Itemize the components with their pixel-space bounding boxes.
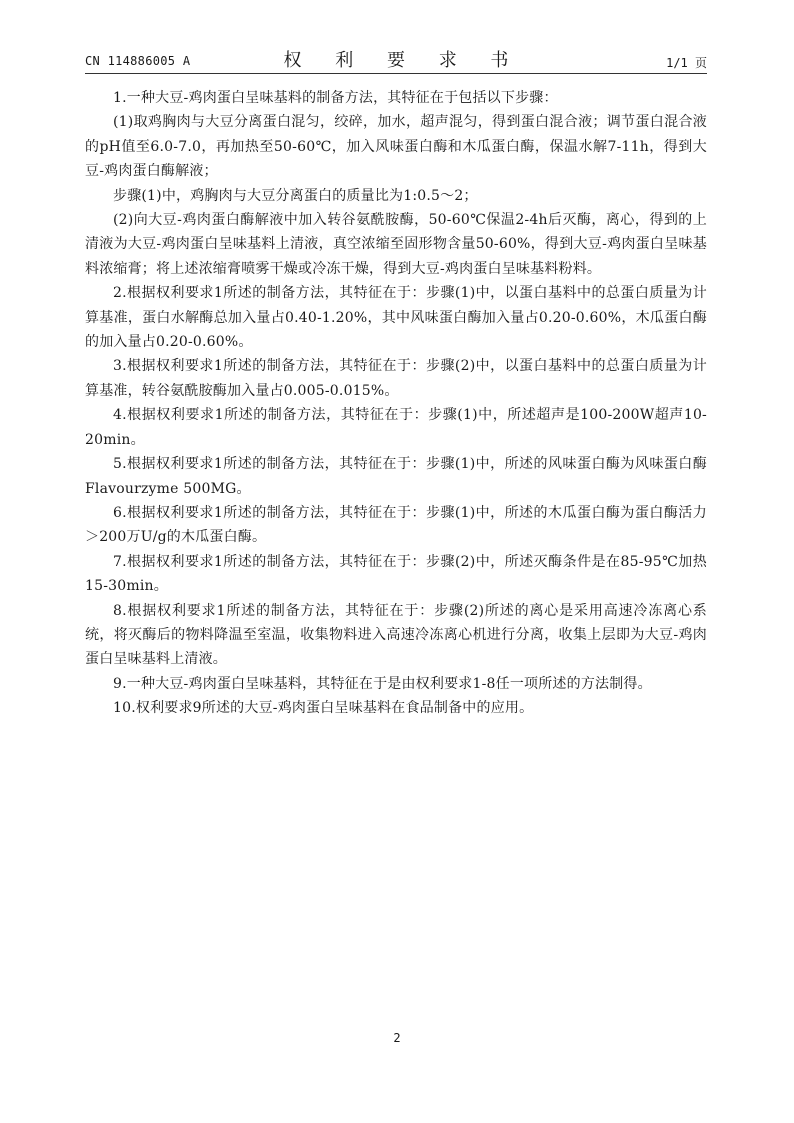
claims-body <box>85 86 707 721</box>
claim-paragraph: 4.根据权利要求1所述的制备方法，其特征在于：步骤(1)中，所述超声是100-200W超声10-20min。 <box>85 407 707 448</box>
claim-paragraph: 5.根据权利要求1所述的制备方法，其特征在于：步骤(1)中，所述的风味蛋白酶为风味蛋白酶Flavourzyme 500MG。 <box>85 456 707 497</box>
header-divider <box>85 73 707 74</box>
document-title: 权 利 要 求 书 <box>283 50 523 71</box>
claim-paragraph: 6.根据权利要求1所述的制备方法，其特征在于：步骤(1)中，所述的木瓜蛋白酶为蛋白酶活力＞200万U/g的木瓜蛋白酶。 <box>85 504 707 546</box>
document-header <box>85 44 707 74</box>
claim-paragraph: 步骤(1)中，鸡胸肉与大豆分离蛋白的质量比为1:0.5～2； <box>113 187 478 204</box>
claim-paragraph: 8.根据权利要求1所述的制备方法，其特征在于：步骤(2)所述的离心是采用高速冷冻离心系统，将灭酶后的物料降温至室温，收集物料进入高速冷冻离心机进行分离，收集上层即为大豆-鸡肉蛋白呈味基料上清液。 <box>85 602 707 668</box>
claim-paragraph: 3.根据权利要求1所述的制备方法，其特征在于：步骤(2)中，以蛋白基料中的总蛋白质量为计算基准，转谷氨酰胺酶加入量占0.005-0.015%。 <box>85 358 707 399</box>
claim-paragraph: (1)取鸡胸肉与大豆分离蛋白混匀，绞碎，加水，超声混匀，得到蛋白混合液；调节蛋白混合液的pH值至6.0-7.0，再加热至50-60℃，加入风味蛋白酶和木瓜蛋白酶，保温水解7-11h，得到大豆-鸡肉蛋白酶解液； <box>85 114 707 180</box>
claim-paragraph: 1.一种大豆-鸡肉蛋白呈味基料的制备方法，其特征在于包括以下步骤： <box>113 90 558 106</box>
page-number: 2 <box>393 1031 401 1045</box>
claim-paragraph: (2)向大豆-鸡肉蛋白酶解液中加入转谷氨酰胺酶，50-60℃保温2-4h后灭酶，离心，得到的上清液为大豆-鸡肉蛋白呈味基料上清液，真空浓缩至固形物含量50-60%，得到大豆-鸡肉蛋白呈味基料浓缩膏；将上述浓缩膏喷雾干燥或冷冻干燥，得到大豆-鸡肉蛋白呈味基料粉料。 <box>85 212 707 277</box>
claim-paragraph: 2.根据权利要求1所述的制备方法，其特征在于：步骤(1)中，以蛋白基料中的总蛋白质量为计算基准，蛋白水解酶总加入量占0.40-1.20%，其中风味蛋白酶加入量占0.20-0.60%，木瓜蛋白酶的加入量占0.20-0.60%。 <box>85 285 707 351</box>
claim-paragraph: 7.根据权利要求1所述的制备方法，其特征在于：步骤(2)中，所述灭酶条件是在85-95℃加热15-30min。 <box>85 553 707 595</box>
page-count: 1/1 页 <box>666 56 707 70</box>
publication-number: CN 114886005 A <box>85 54 191 68</box>
claim-paragraph: 10.权利要求9所述的大豆-鸡肉蛋白呈味基料在食品制备中的应用。 <box>113 700 534 717</box>
claim-paragraph: 9.一种大豆-鸡肉蛋白呈味基料，其特征在于是由权利要求1-8任一项所述的方法制得。 <box>113 675 652 692</box>
